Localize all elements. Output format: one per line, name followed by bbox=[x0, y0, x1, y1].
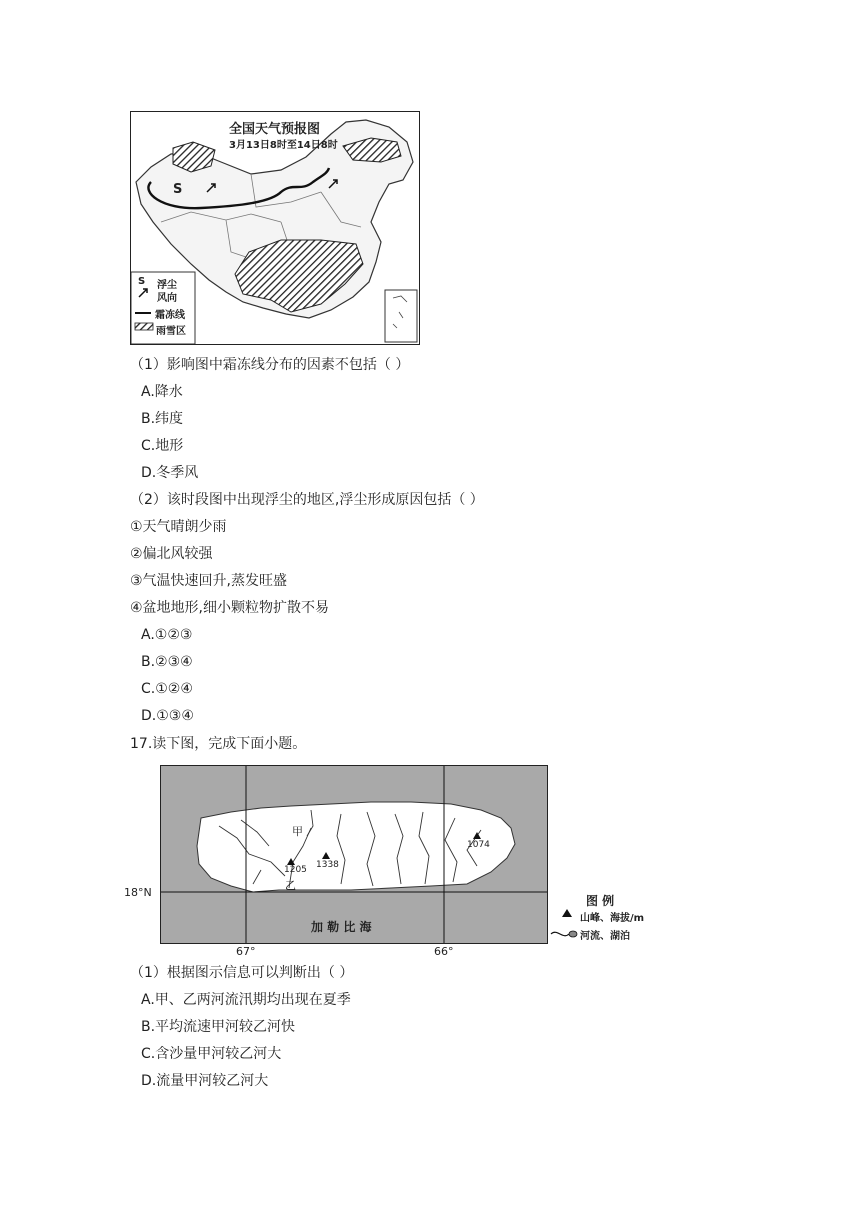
legend-frost-label: 霜冻线 bbox=[155, 310, 185, 321]
longitude-label-66: 66° bbox=[434, 945, 454, 958]
q16-statement-3: ③气温快速回升,蒸发旺盛 bbox=[130, 573, 288, 589]
map-legend-peak: 山峰、海拔/m bbox=[580, 913, 645, 924]
river-label-yi: 乙 bbox=[285, 879, 296, 892]
q16-sub1-stem: （1）影响图中霜冻线分布的因素不包括（ ） bbox=[130, 357, 410, 373]
map-title: 全国天气预报图 bbox=[229, 122, 321, 137]
dust-area-label: S bbox=[173, 182, 183, 197]
q16-sub1-option-c: C.地形 bbox=[141, 438, 184, 454]
q16-statement-2: ②偏北风较强 bbox=[130, 546, 213, 562]
legend-dust-label: 浮尘 bbox=[157, 280, 177, 291]
q16-statement-4: ④盆地地形,细小颗粒物扩散不易 bbox=[130, 600, 330, 616]
peak-1074-label: 1074 bbox=[467, 840, 490, 850]
q16-statement-1: ①天气晴朗少雨 bbox=[130, 519, 227, 535]
legend-rain-label: 雨雪区 bbox=[156, 326, 186, 337]
river-legend-icon bbox=[549, 928, 579, 940]
latitude-label: 18°N bbox=[124, 886, 152, 899]
peak-legend-icon bbox=[561, 908, 573, 918]
island-map bbox=[160, 765, 548, 944]
peak-1338-label: 1338 bbox=[316, 860, 339, 870]
sea-label: 加 勒 比 海 bbox=[311, 920, 372, 934]
map-subtitle: 3月13日8时至14日8时 bbox=[229, 140, 338, 151]
legend-wind-label: 风向 bbox=[157, 293, 177, 304]
q17-sub1-option-a: A.甲、乙两河流汛期均出现在夏季 bbox=[141, 992, 351, 1008]
q16-sub2-stem: （2）该时段图中出现浮尘的地区,浮尘形成原因包括（ ） bbox=[130, 492, 484, 508]
q17-sub1-option-d: D.流量甲河较乙河大 bbox=[141, 1073, 269, 1089]
q17-sub1-stem: （1）根据图示信息可以判断出（ ） bbox=[130, 965, 354, 981]
q16-sub2-option-b: B.②③④ bbox=[141, 654, 193, 670]
q17-sub1-option-b: B.平均流速甲河较乙河快 bbox=[141, 1019, 296, 1035]
q16-sub2-option-a: A.①②③ bbox=[141, 627, 193, 643]
q16-sub2-option-c: C.①②④ bbox=[141, 681, 193, 697]
q16-sub2-option-d: D.①③④ bbox=[141, 708, 194, 724]
map-legend-title: 图 例 bbox=[586, 894, 615, 908]
weather-forecast-map bbox=[130, 111, 420, 345]
q17-sub1-option-c: C.含沙量甲河较乙河大 bbox=[141, 1046, 282, 1062]
q16-sub1-option-a: A.降水 bbox=[141, 384, 183, 400]
legend-dust-symbol: S bbox=[138, 276, 146, 287]
peak-1205-label: 1205 bbox=[284, 865, 307, 875]
q16-sub1-option-d: D.冬季风 bbox=[141, 465, 199, 481]
map-legend-river: 河流、湖泊 bbox=[580, 931, 630, 942]
river-label-jia: 甲 bbox=[292, 825, 303, 838]
longitude-label-67: 67° bbox=[236, 945, 256, 958]
q16-sub1-option-b: B.纬度 bbox=[141, 411, 184, 427]
q17-intro: 17.读下图，完成下面小题。 bbox=[130, 736, 307, 752]
